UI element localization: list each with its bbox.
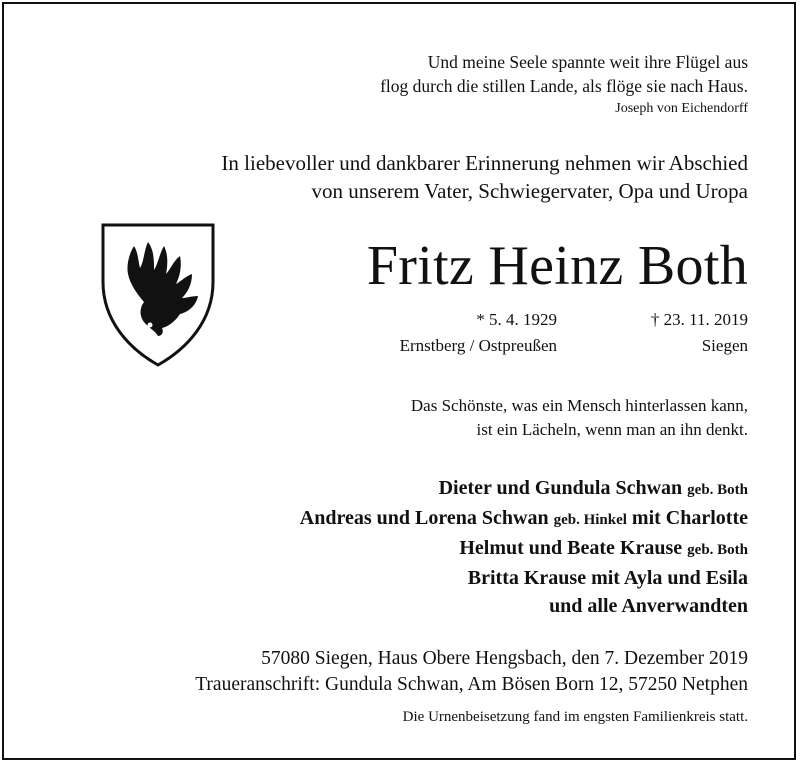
poem-line-2: ist ein Lächeln, wenn man an ihn denkt.	[476, 420, 748, 439]
burial-note: Die Urnenbeisetzung fand im engsten Familienkreis statt.	[402, 709, 748, 725]
mourner-suffix: mit Charlotte	[631, 507, 748, 529]
death-info	[651, 307, 748, 359]
eagle-wing-coat-of-arms-icon	[100, 222, 216, 368]
mourner-names: Dieter und Gundula Schwan	[438, 477, 683, 499]
poem-line-1: Das Schönste, was ein Mensch hinterlassen kann,	[410, 396, 748, 415]
intro-text	[221, 149, 748, 205]
death-place: Siegen	[701, 336, 748, 355]
place-date-line: 57080 Siegen, Haus Obere Hengsbach, den 7. Dezember 2019	[261, 648, 748, 669]
intro-line-2: von unserem Vater, Schwiegervater, Opa und Uropa	[311, 179, 748, 203]
mourner-line-5: und alle Anverwandten	[549, 595, 748, 617]
mourner-names: Andreas und Lorena Schwan	[299, 507, 549, 529]
deceased-name: Fritz Heinz Both	[366, 235, 748, 297]
maiden-name-note: geb. Both	[687, 482, 748, 498]
mourner-line-1	[300, 474, 748, 504]
quote-line-1: Und meine Seele spannte weit ihre Flügel aus	[427, 52, 748, 72]
mourner-names: Helmut und Beate Krause	[459, 537, 683, 559]
quote-author: Joseph von Eichendorff	[615, 101, 748, 116]
maiden-name-note: geb. Both	[687, 542, 748, 558]
maiden-name-note: geb. Hinkel	[553, 512, 627, 528]
death-date: † 23. 11. 2019	[650, 310, 748, 329]
quote-line-2: flog durch die stillen Lande, als flöge sie nach Haus.	[380, 76, 748, 96]
mourner-line-4: Britta Krause mit Ayla und Esila	[467, 567, 748, 589]
mourners-list	[300, 474, 748, 620]
mourner-line-3	[300, 534, 748, 564]
birth-info	[400, 307, 557, 359]
mourning-address: Traueranschrift: Gundula Schwan, Am Bösen Born 12, 57250 Netphen	[195, 674, 748, 695]
mourner-line-2	[300, 504, 748, 534]
address-block	[195, 646, 748, 698]
poem	[411, 394, 748, 442]
birth-place: Ernstberg / Ostpreußen	[399, 336, 557, 355]
birth-date: * 5. 4. 1929	[476, 310, 557, 329]
quote	[380, 50, 748, 98]
intro-line-1: In liebevoller und dankbarer Erinnerung nehmen wir Abschied	[221, 151, 748, 175]
